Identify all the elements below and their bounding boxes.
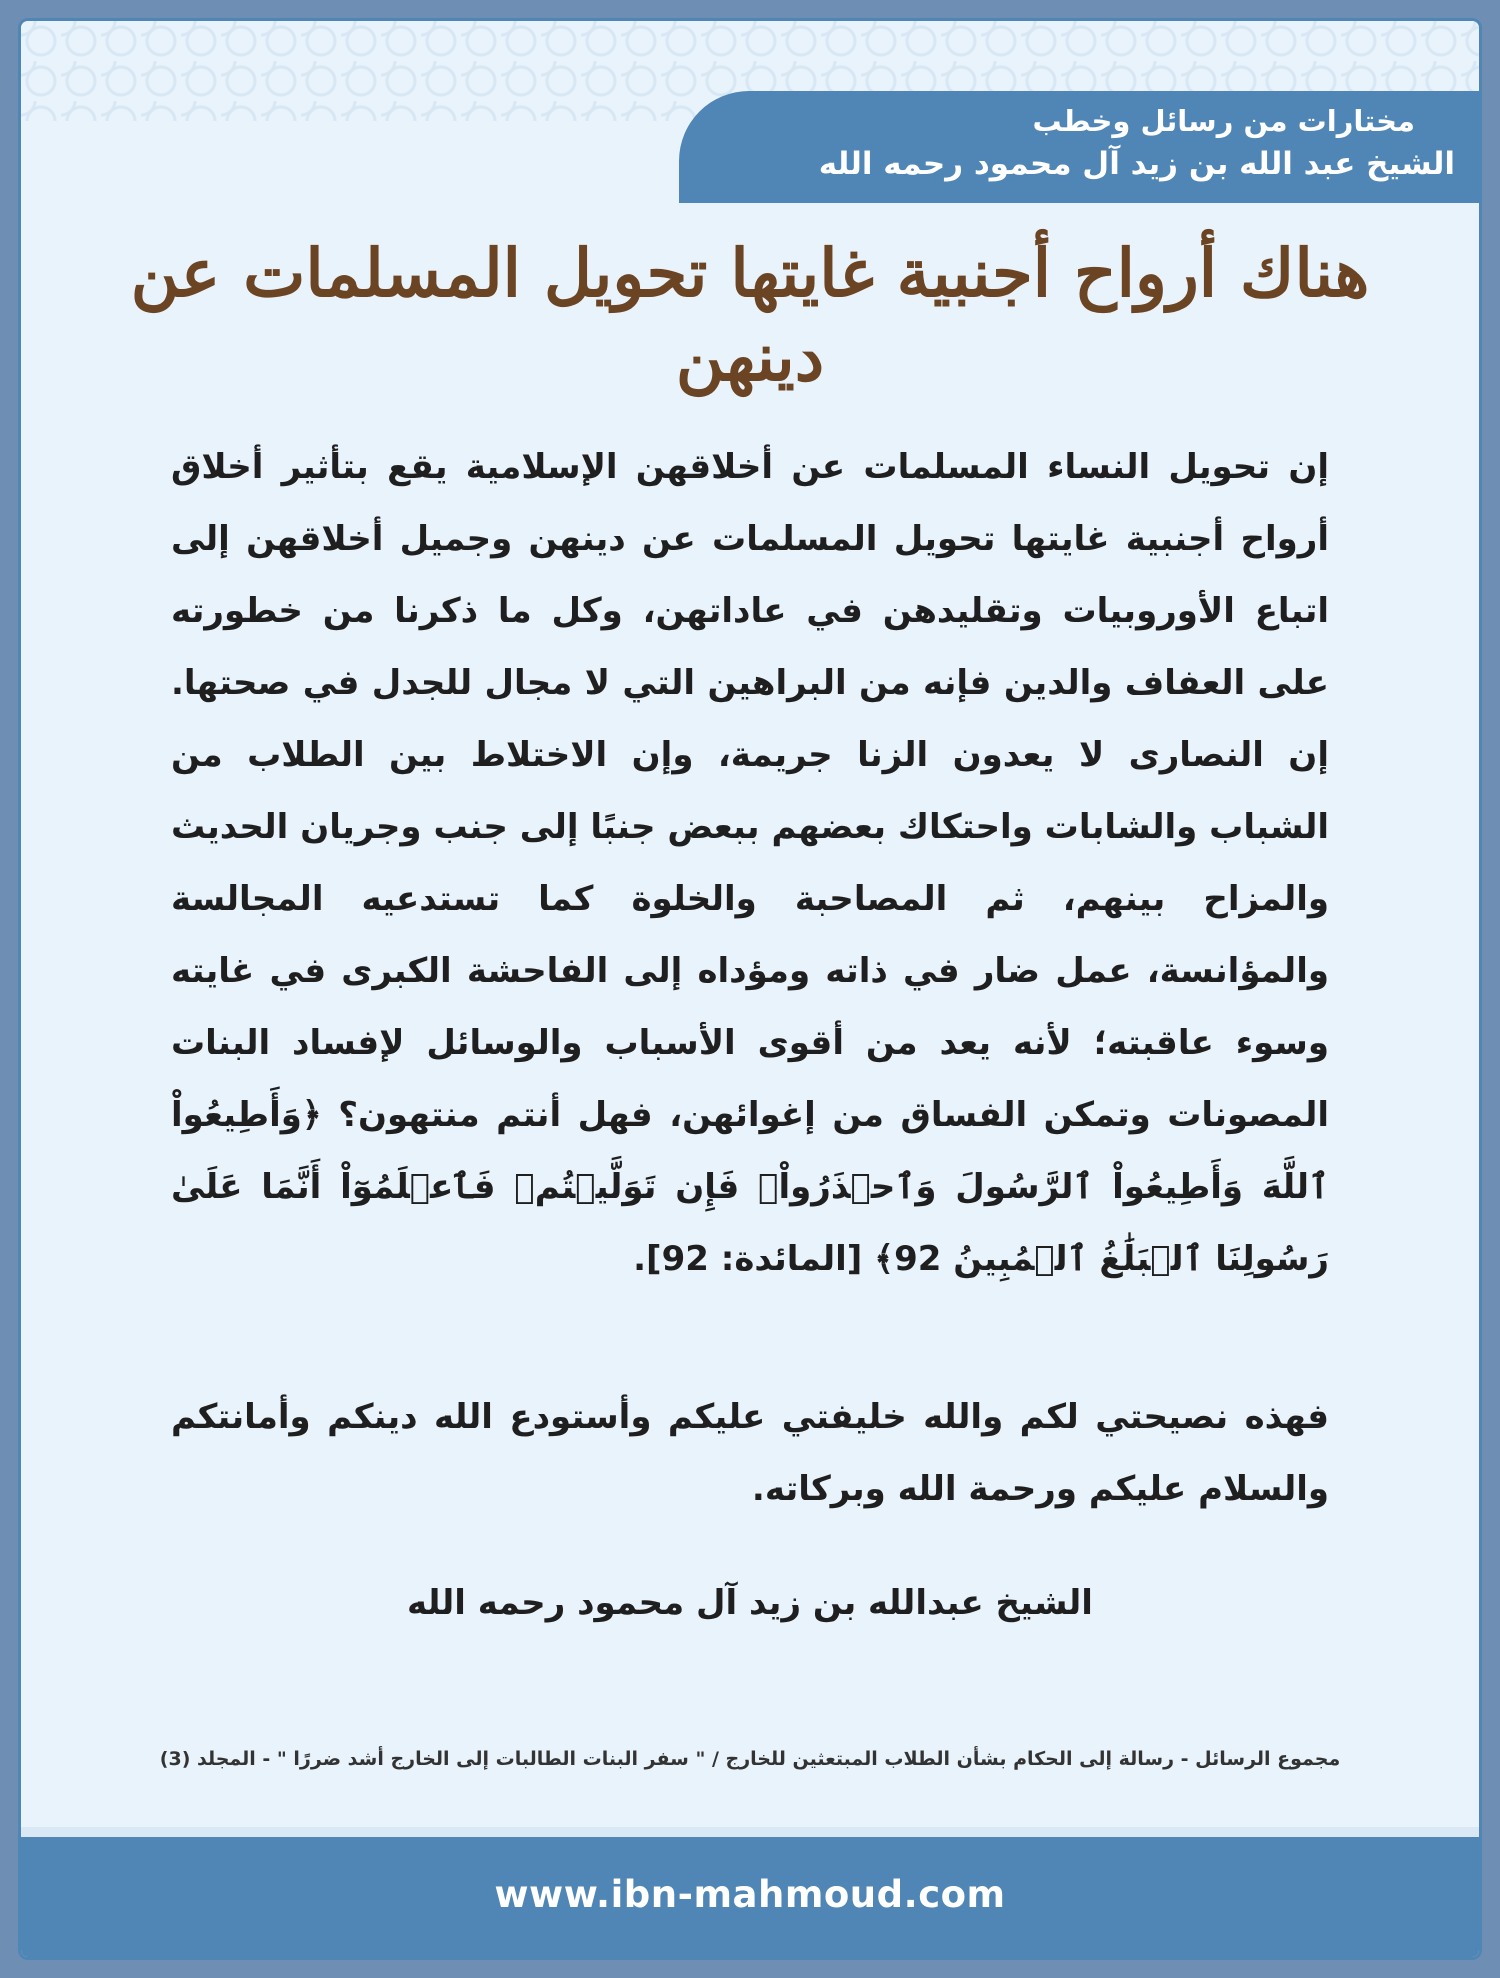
website-link[interactable]: www.ibn-mahmoud.com — [494, 1873, 1006, 1916]
page-frame — [18, 18, 1482, 1960]
source-citation: مجموع الرسائل - رسالة إلى الحكام بشأن الطلاب المبتعثين للخارج / " سفر البنات الطالبات إلى الخارج أشد ضررًا " - المجلد (3) — [159, 1748, 1341, 1770]
footer-bar — [21, 1827, 1479, 1957]
author-signature: الشيخ عبدالله بن زيد آل محمود رحمه الله — [407, 1583, 1093, 1623]
header-series-title: مختارات من رسائل وخطب — [1032, 104, 1415, 138]
article-body: إن تحويل النساء المسلمات عن أخلاقهن الإسلامية يقع بتأثير أخلاق أرواح أجنبية غايتها تحويل المسلمات عن دينهن وجميل أخلاقهن إلى اتباع الأوروبيات وتقليدهن في عاداتهن، وكل ما ذكرنا من خطورته على العفاف والدين فإنه من البراهين التي لا مجال للجدل في صحتها. إن النصارى لا يعدون الزنا جريمة، وإن الاختلاط بين الطلاب من الشباب والشابات واحتكاك بعضهم ببعض جنبًا إلى جنب وجريان الحديث والمزاح بينهم، ثم المصاحبة والخلوة كما تستدعيه المجالسة والمؤانسة، عمل ضار في ذاته ومؤداه إلى الفاحشة الكبرى في غايته وسوء عاقبته؛ لأنه يعد من أقوى الأسباب والوسائل لإفساد البنات المصونات وتمكن الفساق من إغوائهن، فهل أنتم منتهون؟ ﴿وَأَطِيعُواْ ٱللَّهَ وَأَطِيعُواْ ٱلرَّسُولَ وَٱحۡذَرُواْۚ فَإِن تَوَلَّيۡتُمۡ فَٱعۡلَمُوٓاْ أَنَّمَا عَلَىٰ رَسُولِنَا ٱلۡبَلَٰغُ ٱلۡمُبِينُ 92﴾ [المائدة: 92]. — [171, 447, 1329, 1279]
header-banner — [679, 91, 1479, 203]
header-author: الشيخ عبد الله بن زيد آل محمود رحمه الله — [818, 146, 1455, 182]
closing-paragraph: فهذه نصيحتي لكم والله خليفتي عليكم وأستودع الله دينكم وأمانتكم والسلام عليكم ورحمة الله وبركاته. — [171, 1397, 1329, 1509]
article-title: هناك أرواح أجنبية غايتها تحويل المسلمات عن دينهن — [130, 234, 1370, 396]
